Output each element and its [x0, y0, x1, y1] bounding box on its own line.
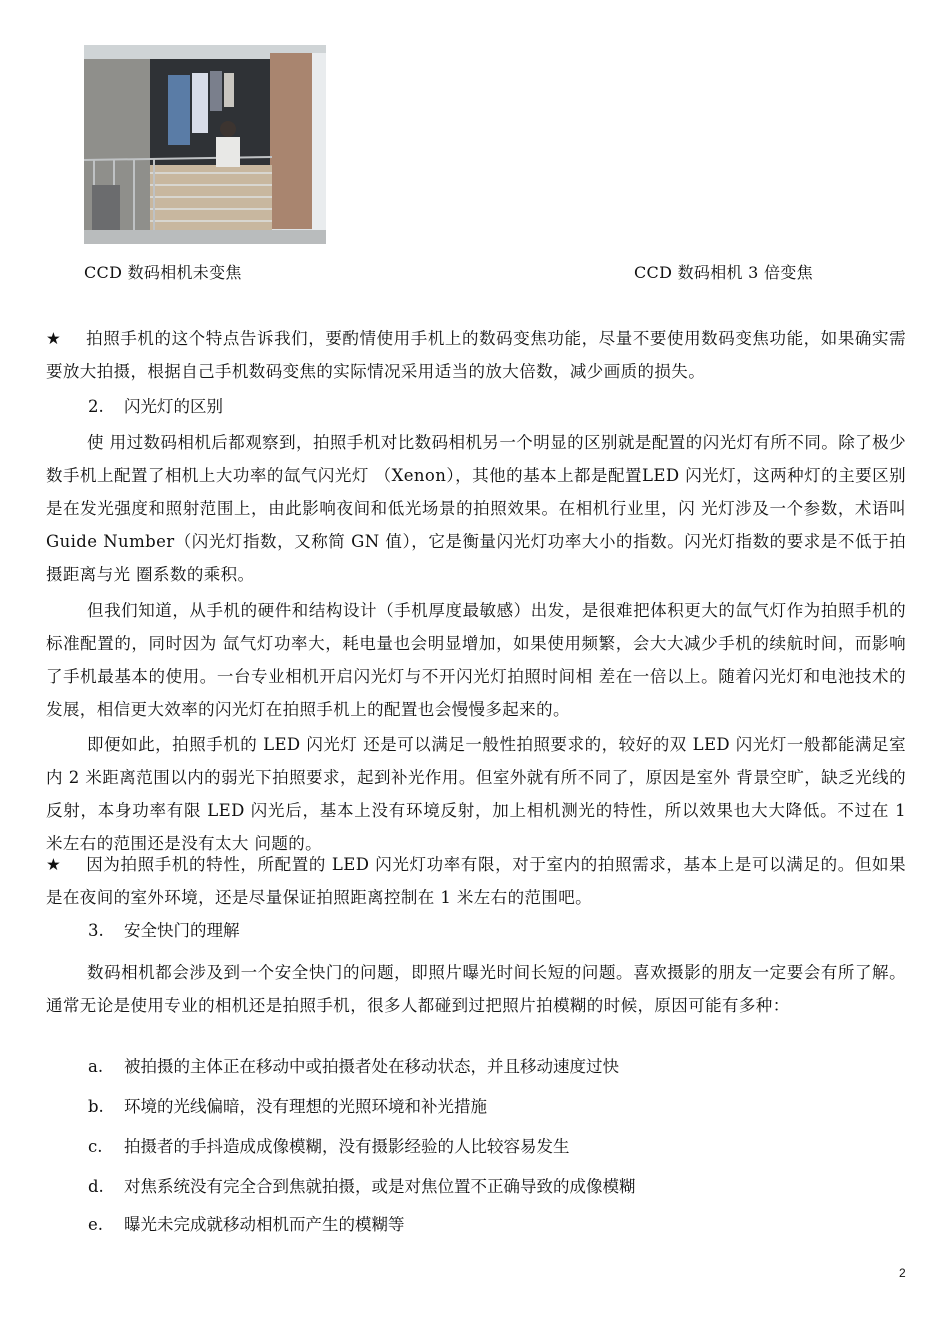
list-marker: d.	[88, 1177, 104, 1196]
tip-text: 拍照手机的这个特点告诉我们，要酌情使用手机上的数码变焦功能，尽量不要使用数码变焦功能，如果确实需要放大拍摄，根据自己手机数码变焦的实际情况采用适当的放大倍数，减少画质的损失。	[46, 329, 906, 381]
section-title: 安全快门的理解	[124, 921, 240, 940]
page-number: 2	[899, 1266, 906, 1280]
star-icon: ★	[46, 855, 62, 874]
list-item-text: 拍摄者的手抖造成成像模糊，没有摄影经验的人比较容易发生	[124, 1137, 570, 1156]
list-marker: b.	[88, 1097, 104, 1116]
section-heading-shutter	[88, 914, 240, 947]
section-heading-flash	[88, 390, 223, 423]
list-marker: e.	[88, 1215, 104, 1234]
section-title: 闪光灯的区别	[124, 397, 223, 416]
caption-unzoomed: CCD 数码相机未变焦	[84, 263, 242, 282]
list-marker: c.	[88, 1137, 103, 1156]
list-item-text: 对焦系统没有完全合到焦就拍摄，或是对焦位置不正确导致的成像模糊	[124, 1177, 636, 1196]
paragraph-led-flash: 即便如此，拍照手机的 LED 闪光灯 还是可以满足一般性拍照要求的，较好的双 LED 闪光灯一般都能满足室内 2 米距离范围以内的弱光下拍照要求，起到补光作用。但室外就有所不同了，原因是室外 背景空旷，缺乏光线的反射，本身功率有限 LED 闪光后，基本上没有环境反射，加上相机测光的特性，所以效果也大大降低。不过在 1 米左右的范围还是没有太大 问题的。	[46, 735, 906, 853]
list-item	[88, 1208, 405, 1241]
star-icon: ★	[46, 329, 62, 348]
section-number: 3.	[88, 921, 104, 940]
paragraph-shutter-intro: 数码相机都会涉及到一个安全快门的问题，即照片曝光时间长短的问题。喜欢摄影的朋友一定要会有所了解。通常无论是使用专业的相机还是拍照手机，很多人都碰到过把照片拍模糊的时候，原因可能有多种：	[46, 963, 906, 1015]
list-item	[88, 1050, 619, 1083]
paragraph-xenon: 但我们知道，从手机的硬件和结构设计（手机厚度最敏感）出发，是很难把体积更大的氙气灯作为拍照手机的标准配置的，同时因为 氙气灯功率大，耗电量也会明显增加，如果使用频繁，会大大减少手机的续航时间，而影响了手机最基本的使用。一台专业相机开启闪光灯与不开闪光灯拍照时间相 差在一倍以上。随着闪光灯和电池技术的发展，相信更大效率的闪光灯在拍照手机上的配置也会慢慢多起来的。	[46, 601, 906, 719]
list-item	[88, 1170, 636, 1203]
list-item-text: 曝光未完成就移动相机而产生的模糊等	[124, 1215, 405, 1234]
tip-paragraph-digital-zoom	[46, 322, 906, 388]
list-marker: a.	[88, 1057, 104, 1076]
tip-paragraph-flash	[46, 848, 906, 914]
section-number: 2.	[88, 397, 104, 416]
list-item	[88, 1130, 570, 1163]
balcony-photo	[84, 45, 326, 244]
list-item	[88, 1090, 487, 1123]
list-item-text: 环境的光线偏暗，没有理想的光照环境和补光措施	[124, 1097, 487, 1116]
tip-text: 因为拍照手机的特性，所配置的 LED 闪光灯功率有限，对于室内的拍照需求，基本上是可以满足的。但如果是在夜间的室外环境，还是尽量保证拍照距离控制在 1 米左右的范围吧。	[46, 855, 906, 907]
paragraph-flash-intro: 使 用过数码相机后都观察到，拍照手机对比数码相机另一个明显的区别就是配置的闪光灯有所不同。除了极少数手机上配置了相机上大功率的氙气闪光灯 （Xenon），其他的基本上都是配置LED 闪光灯，这两种灯的主要区别是在发光强度和照射范围上，由此影响夜间和低光场景的拍照效果。在相机行业里，闪 光灯涉及一个参数，术语叫 Guide Number（闪光灯指数，又称简 GN 值），它是衡量闪光灯功率大小的指数。闪光灯指数的要求是不低于拍摄距离与光 圈系数的乘积。	[46, 433, 906, 584]
caption-3x-zoom: CCD 数码相机 3 倍变焦	[634, 263, 813, 282]
list-item-text: 被拍摄的主体正在移动中或拍摄者处在移动状态，并且移动速度过快	[124, 1057, 619, 1076]
